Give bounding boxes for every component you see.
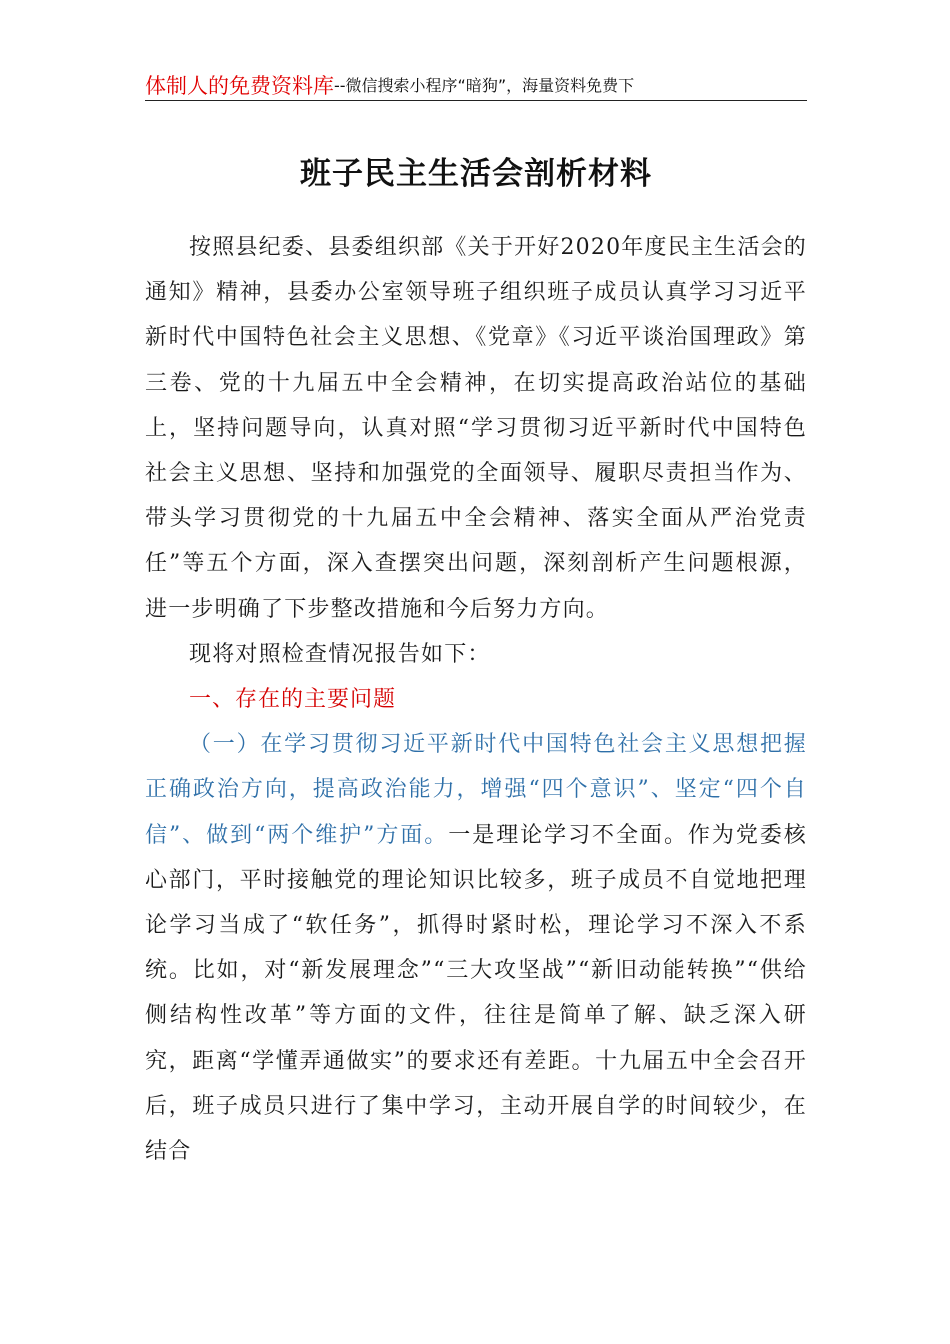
document-title: 班子民主生活会剖析材料	[300, 156, 652, 192]
subsection-body: 一是理论学习不全面。作为党委核心部门，平时接触党的理论知识比较多，班子成员不自觉地把理论学习当成了“软任务”，抓得时紧时松，理论学习不深入不系统。比如，对“新发展理念”“三大攻坚战”“新旧动能转换”“供给侧结构性改革”等方面的文件，往往是简单了解、缺乏深入研究，距离“学懂弄通做实”的要求还有差距。十九届五中全会召开后，班子成员只进行了集中学习，主动开展自学的时间较少，在结合	[145, 822, 807, 1165]
header-note: --微信搜索小程序“暗狗”，海量资料免费下	[334, 76, 635, 95]
section-heading: 一、存在的主要问题	[189, 687, 397, 713]
subsection-paragraph	[145, 722, 807, 1174]
subsection-title: （一）在学习贯彻习近平新时代中国特色社会主义思想把握正确政治方向，提高政治能力，增强“四个意识”、坚定“四个自信”、做到“两个维护”方面。	[145, 732, 807, 848]
report-paragraph: 现将对照检查情况报告如下：	[189, 641, 491, 667]
header-brand: 体制人的免费资料库	[145, 74, 334, 98]
intro-paragraph: 按照县纪委、县委组织部《关于开好2020年度民主生活会的通知》精神，县委办公室领导班子组织班子成员认真学习习近平新时代中国特色社会主义思想、《党章》《习近平谈治国理政》第三卷、党的十九届五中全会精神，在切实提高政治站位的基础上，坚持问题导向，认真对照“学习贯彻习近平新时代中国特色社会主义思想、坚持和加强党的全面领导、履职尽责担当作为、带头学习贯彻党的十九届五中全会精神、落实全面从严治党责任”等五个方面，深入查摆突出问题，深刻剖析产生问题根源，进一步明确了下步整改措施和今后努力方向。	[145, 235, 807, 622]
page-header	[145, 72, 807, 101]
document-body	[145, 225, 807, 1174]
